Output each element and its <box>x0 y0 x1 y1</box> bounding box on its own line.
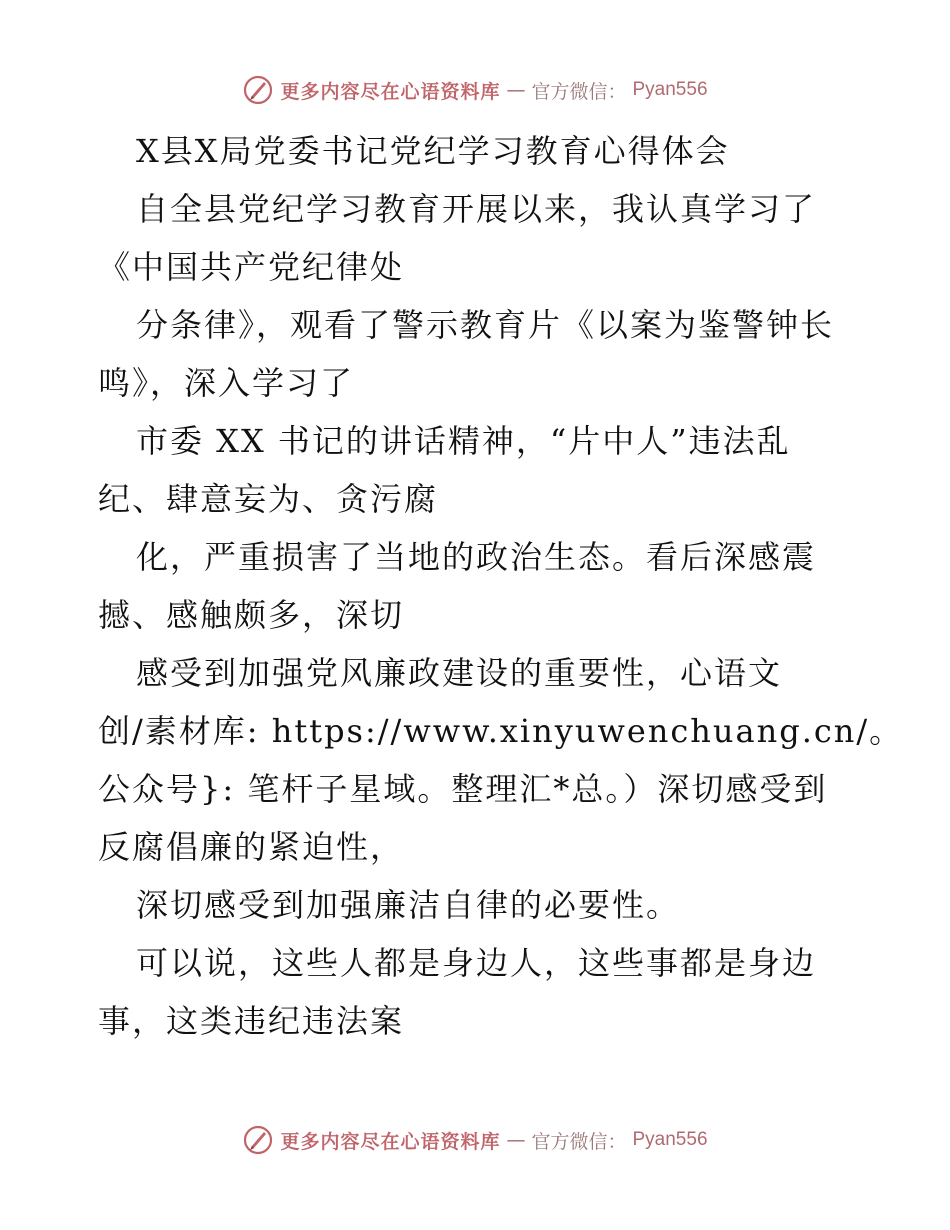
text-line: 可以说，这些人都是身边人，这些事都是身边 <box>136 944 817 982</box>
watermark-dash: — <box>506 1129 526 1151</box>
watermark-main-text: 更多内容尽在心语资料库 <box>280 80 501 103</box>
text-line: 公众号}: 笔杆子星域。整理汇*总。）深切感受到 <box>98 770 828 808</box>
text-line: 深切感受到加强廉洁自律的必要性。 <box>136 886 681 924</box>
watermark-dash: — <box>506 79 526 101</box>
text-line: 反腐倡廉的紧迫性， <box>98 828 405 866</box>
document-body <box>98 122 904 1050</box>
text-line: 纪、肆意妄为、贪污腐 <box>98 480 439 518</box>
text-line: 化，严重损害了当地的政治生态。看后深感震 <box>136 538 817 576</box>
watermark-sub-text: 官方微信： <box>531 80 627 103</box>
document-title: X县X局党委书记党纪学习教育心得体会 <box>136 132 730 170</box>
text-line: 事，这类违纪违法案 <box>98 1002 405 1040</box>
text-line: 撼、感触颇多，深切 <box>98 596 405 634</box>
text-line: 分条律》，观看了警示教育片《以案为鉴警钟长 <box>136 306 835 344</box>
text-line: 自全县党纪学习教育开展以来，我认真学习了 <box>136 190 817 228</box>
text-line: 鸣》，深入学习了 <box>98 364 355 402</box>
text-line: 创/素材库: https://www.xinyuwenchuang.cn/。 <box>98 712 904 750</box>
watermark-main-text: 更多内容尽在心语资料库 <box>280 1130 501 1153</box>
text-line: 市委 XX 书记的讲话精神，“片中人”违法乱 <box>136 422 791 460</box>
text-line: 感受到加强党风廉政建设的重要性，心语文 <box>136 654 783 692</box>
quill-logo-icon <box>242 1124 274 1156</box>
quill-logo-icon <box>242 74 274 106</box>
text-line: 《中国共产党纪律处 <box>98 248 405 286</box>
footer-watermark <box>0 1120 950 1160</box>
watermark-wechat-id: Pyan556 <box>632 1129 708 1150</box>
header-watermark <box>0 70 950 110</box>
watermark-wechat-id: Pyan556 <box>632 79 708 100</box>
watermark-sub-text: 官方微信： <box>531 1130 627 1153</box>
